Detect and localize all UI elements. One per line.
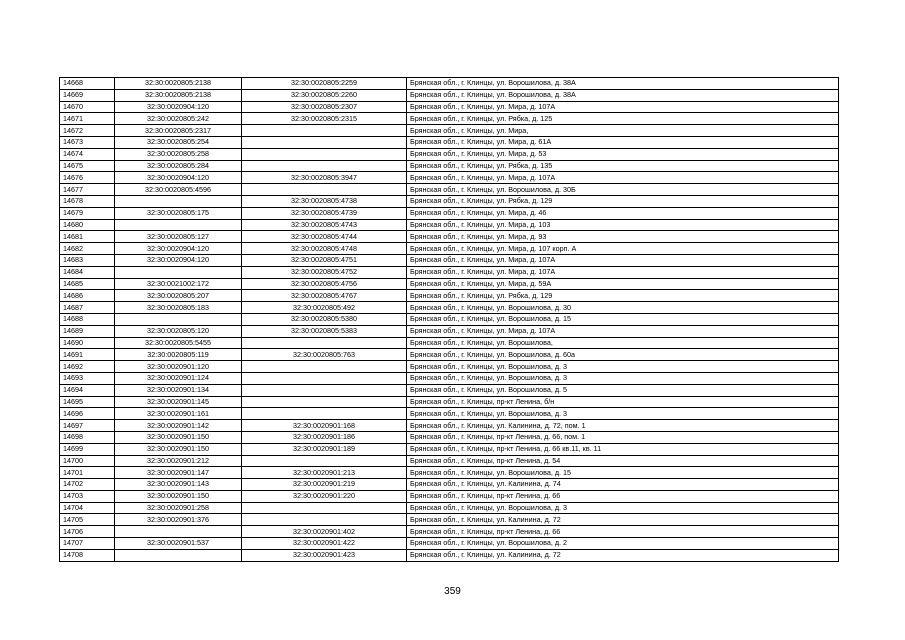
address-cell: Брянская обл., г. Клинцы, ул. Калинина, д. 74: [407, 479, 839, 491]
row-number-cell: 14688: [60, 313, 115, 325]
land-plot-cadastral-number-cell: 32:30:0020805:175: [115, 207, 242, 219]
table-row: [60, 443, 839, 455]
row-number-cell: 14706: [60, 526, 115, 538]
table-row: [60, 420, 839, 432]
address-cell: Брянская обл., г. Клинцы, ул. Мира, д. 107А: [407, 101, 839, 113]
building-cadastral-number-cell: [242, 361, 407, 373]
row-number-cell: 14695: [60, 396, 115, 408]
building-cadastral-number-cell: 32:30:0020805:4752: [242, 266, 407, 278]
row-number-cell: 14694: [60, 384, 115, 396]
land-plot-cadastral-number-cell: [115, 549, 242, 561]
address-cell: Брянская обл., г. Клинцы, ул. Ворошилова, д. 2: [407, 538, 839, 550]
address-cell: Брянская обл., г. Клинцы, ул. Рябка, д. 135: [407, 160, 839, 172]
land-plot-cadastral-number-cell: 32:30:0020901:120: [115, 361, 242, 373]
table-row: [60, 207, 839, 219]
address-cell: Брянская обл., г. Клинцы, ул. Мира, д. 107А: [407, 325, 839, 337]
table-row: [60, 313, 839, 325]
land-plot-cadastral-number-cell: 32:30:0020805:254: [115, 136, 242, 148]
table-row: [60, 526, 839, 538]
row-number-cell: 14684: [60, 266, 115, 278]
row-number-cell: 14685: [60, 278, 115, 290]
row-number-cell: 14703: [60, 490, 115, 502]
building-cadastral-number-cell: [242, 125, 407, 137]
address-cell: Брянская обл., г. Клинцы, ул. Калинина, д. 72: [407, 514, 839, 526]
row-number-cell: 14698: [60, 431, 115, 443]
building-cadastral-number-cell: 32:30:0020805:4738: [242, 195, 407, 207]
table-row: [60, 325, 839, 337]
table-row: [60, 337, 839, 349]
table-row: [60, 396, 839, 408]
land-plot-cadastral-number-cell: 32:30:0020901:376: [115, 514, 242, 526]
building-cadastral-number-cell: 32:30:0020901:186: [242, 431, 407, 443]
address-cell: Брянская обл., г. Клинцы, ул. Мира, д. 107А: [407, 172, 839, 184]
address-cell: Брянская обл., г. Клинцы, пр-кт Ленина, д. 66 кв.11, кв. 11: [407, 443, 839, 455]
address-cell: Брянская обл., г. Клинцы, ул. Мира, д. 107 корп. А: [407, 243, 839, 255]
address-cell: Брянская обл., г. Клинцы, ул. Ворошилова, д. 30Б: [407, 184, 839, 196]
building-cadastral-number-cell: 32:30:0020901:168: [242, 420, 407, 432]
row-number-cell: 14687: [60, 302, 115, 314]
row-number-cell: 14699: [60, 443, 115, 455]
address-cell: Брянская обл., г. Клинцы, ул. Ворошилова, д. 60а: [407, 349, 839, 361]
land-plot-cadastral-number-cell: 32:30:0020805:284: [115, 160, 242, 172]
table-row: [60, 302, 839, 314]
row-number-cell: 14672: [60, 125, 115, 137]
table-row: [60, 278, 839, 290]
building-cadastral-number-cell: [242, 408, 407, 420]
table-row: [60, 195, 839, 207]
building-cadastral-number-cell: 32:30:0020805:4744: [242, 231, 407, 243]
land-plot-cadastral-number-cell: 32:30:0020901:150: [115, 490, 242, 502]
address-cell: Брянская обл., г. Клинцы, ул. Мира, д. 107А: [407, 266, 839, 278]
land-plot-cadastral-number-cell: 32:30:0020901:142: [115, 420, 242, 432]
row-number-cell: 14704: [60, 502, 115, 514]
table-row: [60, 231, 839, 243]
address-cell: Брянская обл., г. Клинцы, ул. Мира, д. 103: [407, 219, 839, 231]
land-plot-cadastral-number-cell: 32:30:0020901:537: [115, 538, 242, 550]
building-cadastral-number-cell: 32:30:0020901:402: [242, 526, 407, 538]
table-row: [60, 78, 839, 90]
building-cadastral-number-cell: 32:30:0020805:4756: [242, 278, 407, 290]
table-row: [60, 384, 839, 396]
register-table: [59, 77, 839, 562]
table-row: [60, 148, 839, 160]
table-row: [60, 101, 839, 113]
address-cell: Брянская обл., г. Клинцы, ул. Мира, д. 46: [407, 207, 839, 219]
table-row: [60, 467, 839, 479]
land-plot-cadastral-number-cell: [115, 266, 242, 278]
table-row: [60, 136, 839, 148]
land-plot-cadastral-number-cell: 32:30:0020901:150: [115, 431, 242, 443]
row-number-cell: 14677: [60, 184, 115, 196]
land-plot-cadastral-number-cell: 32:30:0020805:2138: [115, 78, 242, 90]
building-cadastral-number-cell: 32:30:0020805:4743: [242, 219, 407, 231]
building-cadastral-number-cell: 32:30:0020901:423: [242, 549, 407, 561]
address-cell: Брянская обл., г. Клинцы, ул. Мира, д. 93: [407, 231, 839, 243]
building-cadastral-number-cell: 32:30:0020901:220: [242, 490, 407, 502]
land-plot-cadastral-number-cell: 32:30:0020901:124: [115, 372, 242, 384]
address-cell: Брянская обл., г. Клинцы, ул. Ворошилова, д. 15: [407, 467, 839, 479]
row-number-cell: 14708: [60, 549, 115, 561]
row-number-cell: 14707: [60, 538, 115, 550]
address-cell: Брянская обл., г. Клинцы, ул. Ворошилова, д. 15: [407, 313, 839, 325]
row-number-cell: 14673: [60, 136, 115, 148]
land-plot-cadastral-number-cell: 32:30:0020805:127: [115, 231, 242, 243]
building-cadastral-number-cell: 32:30:0020901:422: [242, 538, 407, 550]
address-cell: Брянская обл., г. Клинцы, ул. Мира, д. 61А: [407, 136, 839, 148]
land-plot-cadastral-number-cell: [115, 526, 242, 538]
row-number-cell: 14697: [60, 420, 115, 432]
land-plot-cadastral-number-cell: 32:30:0020805:183: [115, 302, 242, 314]
address-cell: Брянская обл., г. Клинцы, ул. Рябка, д. 125: [407, 113, 839, 125]
row-number-cell: 14701: [60, 467, 115, 479]
land-plot-cadastral-number-cell: 32:30:0020901:161: [115, 408, 242, 420]
building-cadastral-number-cell: 32:30:0020805:2315: [242, 113, 407, 125]
table-row: [60, 408, 839, 420]
land-plot-cadastral-number-cell: [115, 195, 242, 207]
building-cadastral-number-cell: 32:30:0020805:2307: [242, 101, 407, 113]
land-plot-cadastral-number-cell: [115, 219, 242, 231]
page-number: 359: [444, 586, 461, 597]
table-row: [60, 538, 839, 550]
row-number-cell: 14702: [60, 479, 115, 491]
table-row: [60, 479, 839, 491]
address-cell: Брянская обл., г. Клинцы, ул. Ворошилова, д. 38А: [407, 89, 839, 101]
address-cell: Брянская обл., г. Клинцы, пр-кт Ленина, б/н: [407, 396, 839, 408]
address-cell: Брянская обл., г. Клинцы, пр-кт Ленина, д. 54: [407, 455, 839, 467]
land-plot-cadastral-number-cell: 32:30:0020805:2138: [115, 89, 242, 101]
row-number-cell: 14678: [60, 195, 115, 207]
land-plot-cadastral-number-cell: 32:30:0020805:258: [115, 148, 242, 160]
land-plot-cadastral-number-cell: 32:30:0020904:120: [115, 243, 242, 255]
land-plot-cadastral-number-cell: 32:30:0020901:134: [115, 384, 242, 396]
address-cell: Брянская обл., г. Клинцы, ул. Ворошилова,: [407, 337, 839, 349]
table-row: [60, 125, 839, 137]
building-cadastral-number-cell: 32:30:0020805:4739: [242, 207, 407, 219]
row-number-cell: 14674: [60, 148, 115, 160]
row-number-cell: 14693: [60, 372, 115, 384]
building-cadastral-number-cell: [242, 514, 407, 526]
building-cadastral-number-cell: 32:30:0020805:763: [242, 349, 407, 361]
building-cadastral-number-cell: [242, 337, 407, 349]
row-number-cell: 14670: [60, 101, 115, 113]
land-plot-cadastral-number-cell: [115, 313, 242, 325]
row-number-cell: 14700: [60, 455, 115, 467]
land-plot-cadastral-number-cell: 32:30:0020901:145: [115, 396, 242, 408]
table-row: [60, 160, 839, 172]
table-row: [60, 290, 839, 302]
address-cell: Брянская обл., г. Клинцы, ул. Мира, д. 53: [407, 148, 839, 160]
land-plot-cadastral-number-cell: 32:30:0021002:172: [115, 278, 242, 290]
address-cell: Брянская обл., г. Клинцы, ул. Рябка, д. 129: [407, 290, 839, 302]
building-cadastral-number-cell: 32:30:0020805:2260: [242, 89, 407, 101]
building-cadastral-number-cell: [242, 184, 407, 196]
land-plot-cadastral-number-cell: 32:30:0020805:119: [115, 349, 242, 361]
land-plot-cadastral-number-cell: 32:30:0020901:212: [115, 455, 242, 467]
land-plot-cadastral-number-cell: 32:30:0020904:120: [115, 172, 242, 184]
table-row: [60, 372, 839, 384]
row-number-cell: 14690: [60, 337, 115, 349]
row-number-cell: 14686: [60, 290, 115, 302]
land-plot-cadastral-number-cell: 32:30:0020901:258: [115, 502, 242, 514]
land-plot-cadastral-number-cell: 32:30:0020904:120: [115, 254, 242, 266]
row-number-cell: 14679: [60, 207, 115, 219]
land-plot-cadastral-number-cell: 32:30:0020901:143: [115, 479, 242, 491]
building-cadastral-number-cell: 32:30:0020805:5380: [242, 313, 407, 325]
row-number-cell: 14696: [60, 408, 115, 420]
address-cell: Брянская обл., г. Клинцы, ул. Мира,: [407, 125, 839, 137]
row-number-cell: 14691: [60, 349, 115, 361]
land-plot-cadastral-number-cell: 32:30:0020901:147: [115, 467, 242, 479]
building-cadastral-number-cell: [242, 148, 407, 160]
address-cell: Брянская обл., г. Клинцы, ул. Мира, д. 107А: [407, 254, 839, 266]
building-cadastral-number-cell: [242, 396, 407, 408]
address-cell: Брянская обл., г. Клинцы, ул. Ворошилова, д. 3: [407, 408, 839, 420]
address-cell: Брянская обл., г. Клинцы, ул. Мира, д. 59А: [407, 278, 839, 290]
building-cadastral-number-cell: 32:30:0020805:4751: [242, 254, 407, 266]
land-plot-cadastral-number-cell: 32:30:0020805:4596: [115, 184, 242, 196]
table-row: [60, 184, 839, 196]
address-cell: Брянская обл., г. Клинцы, пр-кт Ленина, д. 66, пом. 1: [407, 431, 839, 443]
table-row: [60, 113, 839, 125]
table-row: [60, 431, 839, 443]
address-cell: Брянская обл., г. Клинцы, ул. Ворошилова, д. 38А: [407, 78, 839, 90]
building-cadastral-number-cell: [242, 160, 407, 172]
building-cadastral-number-cell: 32:30:0020805:2259: [242, 78, 407, 90]
building-cadastral-number-cell: 32:30:0020805:5383: [242, 325, 407, 337]
land-plot-cadastral-number-cell: 32:30:0020805:120: [115, 325, 242, 337]
address-cell: Брянская обл., г. Клинцы, ул. Ворошилова, д. 5: [407, 384, 839, 396]
building-cadastral-number-cell: 32:30:0020805:4748: [242, 243, 407, 255]
register-table-body: [60, 78, 839, 562]
building-cadastral-number-cell: [242, 136, 407, 148]
table-row: [60, 455, 839, 467]
land-plot-cadastral-number-cell: 32:30:0020901:150: [115, 443, 242, 455]
row-number-cell: 14705: [60, 514, 115, 526]
address-cell: Брянская обл., г. Клинцы, ул. Ворошилова, д. 3: [407, 372, 839, 384]
land-plot-cadastral-number-cell: 32:30:0020805:2317: [115, 125, 242, 137]
table-row: [60, 502, 839, 514]
land-plot-cadastral-number-cell: 32:30:0020805:242: [115, 113, 242, 125]
table-row: [60, 254, 839, 266]
building-cadastral-number-cell: [242, 372, 407, 384]
address-cell: Брянская обл., г. Клинцы, пр-кт Ленина, д. 66: [407, 490, 839, 502]
table-row: [60, 349, 839, 361]
table-row: [60, 243, 839, 255]
land-plot-cadastral-number-cell: 32:30:0020805:207: [115, 290, 242, 302]
building-cadastral-number-cell: [242, 502, 407, 514]
address-cell: Брянская обл., г. Клинцы, ул. Ворошилова, д. 3: [407, 361, 839, 373]
row-number-cell: 14671: [60, 113, 115, 125]
land-plot-cadastral-number-cell: 32:30:0020904:120: [115, 101, 242, 113]
address-cell: Брянская обл., г. Клинцы, ул. Рябка, д. 129: [407, 195, 839, 207]
building-cadastral-number-cell: 32:30:0020901:219: [242, 479, 407, 491]
row-number-cell: 14681: [60, 231, 115, 243]
row-number-cell: 14676: [60, 172, 115, 184]
address-cell: Брянская обл., г. Клинцы, пр-кт Ленина, д. 66: [407, 526, 839, 538]
table-row: [60, 490, 839, 502]
row-number-cell: 14692: [60, 361, 115, 373]
row-number-cell: 14689: [60, 325, 115, 337]
row-number-cell: 14675: [60, 160, 115, 172]
row-number-cell: 14682: [60, 243, 115, 255]
table-row: [60, 219, 839, 231]
building-cadastral-number-cell: 32:30:0020901:189: [242, 443, 407, 455]
row-number-cell: 14683: [60, 254, 115, 266]
address-cell: Брянская обл., г. Клинцы, ул. Калинина, д. 72: [407, 549, 839, 561]
row-number-cell: 14669: [60, 89, 115, 101]
table-row: [60, 514, 839, 526]
table-row: [60, 172, 839, 184]
building-cadastral-number-cell: [242, 455, 407, 467]
row-number-cell: 14668: [60, 78, 115, 90]
building-cadastral-number-cell: 32:30:0020805:3947: [242, 172, 407, 184]
address-cell: Брянская обл., г. Клинцы, ул. Ворошилова, д. 3: [407, 502, 839, 514]
building-cadastral-number-cell: 32:30:0020805:4767: [242, 290, 407, 302]
building-cadastral-number-cell: 32:30:0020901:213: [242, 467, 407, 479]
table-row: [60, 266, 839, 278]
building-cadastral-number-cell: 32:30:0020805:492: [242, 302, 407, 314]
table-row: [60, 89, 839, 101]
table-row: [60, 361, 839, 373]
building-cadastral-number-cell: [242, 384, 407, 396]
address-cell: Брянская обл., г. Клинцы, ул. Калинина, д. 72, пом. 1: [407, 420, 839, 432]
land-plot-cadastral-number-cell: 32:30:0020805:5455: [115, 337, 242, 349]
address-cell: Брянская обл., г. Клинцы, ул. Ворошилова, д. 30: [407, 302, 839, 314]
row-number-cell: 14680: [60, 219, 115, 231]
table-row: [60, 549, 839, 561]
